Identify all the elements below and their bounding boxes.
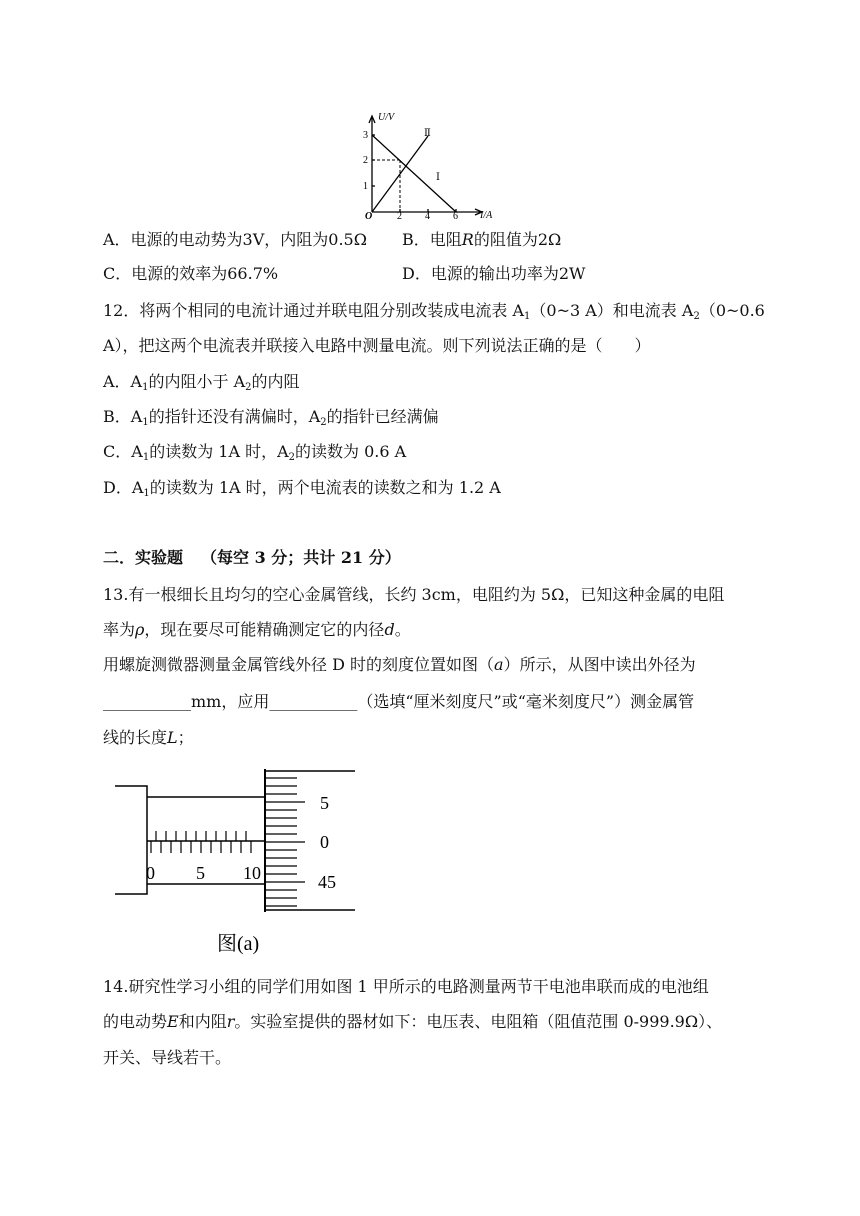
var-E: E [167, 1012, 179, 1031]
q12-text: A），把这两个电流表并联接入电路中测量电流。则下列说法正确的是（ ） [103, 336, 651, 355]
y-axis-label: U/V [378, 112, 395, 123]
q12-option-b [103, 407, 439, 427]
main-scale-label-5: 5 [196, 863, 205, 883]
subscript: 1 [524, 311, 531, 322]
section-subtitle: （每空 3 分；共计 21 分） [201, 548, 401, 567]
q13-text: 。 [394, 620, 411, 639]
q13-text: ___________mm，应用___________（选填“厘米刻度尺”或“毫米刻度尺”）测金属管 [103, 692, 695, 711]
thimble-label-45: 45 [318, 872, 336, 892]
q11-option-d [402, 264, 585, 284]
q12-text: （0~3 A）和电流表 A [530, 301, 694, 320]
q12-text: 的指针已经满偏 [326, 407, 439, 426]
line-I-label: Ⅰ [436, 172, 440, 183]
subscript: 2 [288, 452, 296, 463]
q12-option-d [103, 478, 501, 498]
uv-graph [360, 108, 510, 220]
subscript: 1 [143, 488, 150, 499]
x-axis-label: I/A [480, 210, 493, 220]
y-tick-2: 2 [363, 155, 368, 166]
q12-text: 的读数为 1A 时，A [149, 442, 289, 461]
q13-text: ，现在要尽可能精确测定它的内径 [144, 620, 385, 639]
micrometer-frame [115, 786, 147, 894]
q13-text: 13.有一根细长且均匀的空心金属管线，长约 3cm，电阻约为 5Ω，已知这种金属的电阻 [103, 585, 725, 604]
line-II-label: Ⅱ [424, 128, 431, 139]
q11-option-d-text: D．电源的输出功率为2W [402, 264, 586, 283]
main-scale-label-10: 10 [243, 863, 261, 883]
subscript: 2 [320, 417, 327, 428]
var-d: d [384, 620, 395, 639]
q13-line5 [103, 728, 194, 748]
thimble-label-5: 5 [320, 793, 329, 813]
q11-option-a [103, 230, 367, 250]
q13-line2 [103, 620, 411, 640]
q13-text: ； [177, 728, 194, 747]
q12-text: C．A [103, 442, 143, 461]
subscript: 2 [245, 382, 252, 393]
q14-text: 的电动势 [103, 1012, 168, 1031]
q11-option-b-pre: B．电阻 [402, 230, 462, 249]
subscript: 1 [142, 452, 150, 463]
q14-line2 [103, 1012, 722, 1032]
q14-text: 14.研究性学习小组的同学们用如图 1 甲所示的电路测量两节干电池串联而成的电池组 [103, 977, 709, 996]
q11-option-c [103, 264, 278, 284]
subscript: 1 [142, 417, 149, 428]
q11-option-b-post: 的阻值为2Ω [473, 230, 562, 249]
q14-text: 和内阻 [178, 1012, 227, 1031]
q14-line1 [103, 977, 709, 997]
q11-option-b-var: R [461, 230, 474, 249]
q12-option-c [103, 442, 406, 462]
section-title: 二．实验题 [103, 548, 184, 567]
q12-text: A．A [103, 372, 143, 391]
q12-text: （0~0.6 [699, 301, 765, 320]
figure-caption: 图(a) [217, 933, 260, 955]
y-tick-3: 3 [363, 130, 368, 141]
thimble-label-0: 0 [320, 832, 329, 852]
x-tick-4: 4 [425, 211, 430, 220]
main-scale-label-0: 0 [146, 863, 155, 883]
q14-text: 。实验室提供的器材如下：电压表、电阻箱（阻值范围 0-999.9Ω）、 [234, 1012, 723, 1031]
q13-text: 率为 [103, 620, 136, 639]
rho-symbol: ρ [135, 620, 145, 639]
x-tick-6: 6 [453, 211, 458, 220]
q12-text: 的内阻 [251, 372, 300, 391]
q12-text: 的内阻小于 A [148, 372, 246, 391]
q14-text: 开关、导线若干。 [103, 1048, 232, 1067]
q13-text: 线的长度 [103, 728, 168, 747]
var-L: L [167, 728, 178, 747]
q11-option-b [402, 230, 561, 250]
subscript: 1 [142, 382, 149, 393]
q12-line2 [103, 336, 651, 356]
q12-text: 的读数为 1A 时，两个电流表的读数之和为 1.2 A [149, 478, 501, 497]
var-r: r [226, 1012, 235, 1031]
q13-line4 [103, 692, 694, 712]
q14-line3 [103, 1048, 231, 1068]
q13-line1 [103, 585, 724, 605]
section-heading [103, 548, 401, 568]
q11-option-c-text: C．电源的效率为66.7% [103, 264, 279, 283]
q12-text: B．A [103, 407, 143, 426]
q13-line3 [103, 655, 696, 675]
subscript: 2 [693, 311, 700, 322]
q11-option-a-text: A．电源的电动势为3V，内阻为0.5Ω [103, 230, 368, 249]
q12-line1 [103, 301, 765, 321]
q12-text: D．A [103, 478, 144, 497]
line-I [372, 135, 456, 212]
q13-text: 用螺旋测微器测量金属管线外径 D 时的刻度位置如图（ [103, 655, 495, 674]
q12-text: 的读数为 0.6 A [295, 442, 407, 461]
q13-text: ）所示，从图中读出外径为 [503, 655, 696, 674]
y-tick-1: 1 [363, 181, 368, 192]
var-a: a [494, 655, 504, 674]
origin-label: O [365, 211, 373, 220]
x-tick-2: 2 [397, 211, 402, 220]
q12-text: 的指针还没有满偏时，A [148, 407, 321, 426]
q12-option-a [103, 372, 300, 392]
q12-text: 12．将两个相同的电流计通过并联电阻分别改装成电流表 A [103, 301, 525, 320]
micrometer-figure [115, 764, 365, 964]
